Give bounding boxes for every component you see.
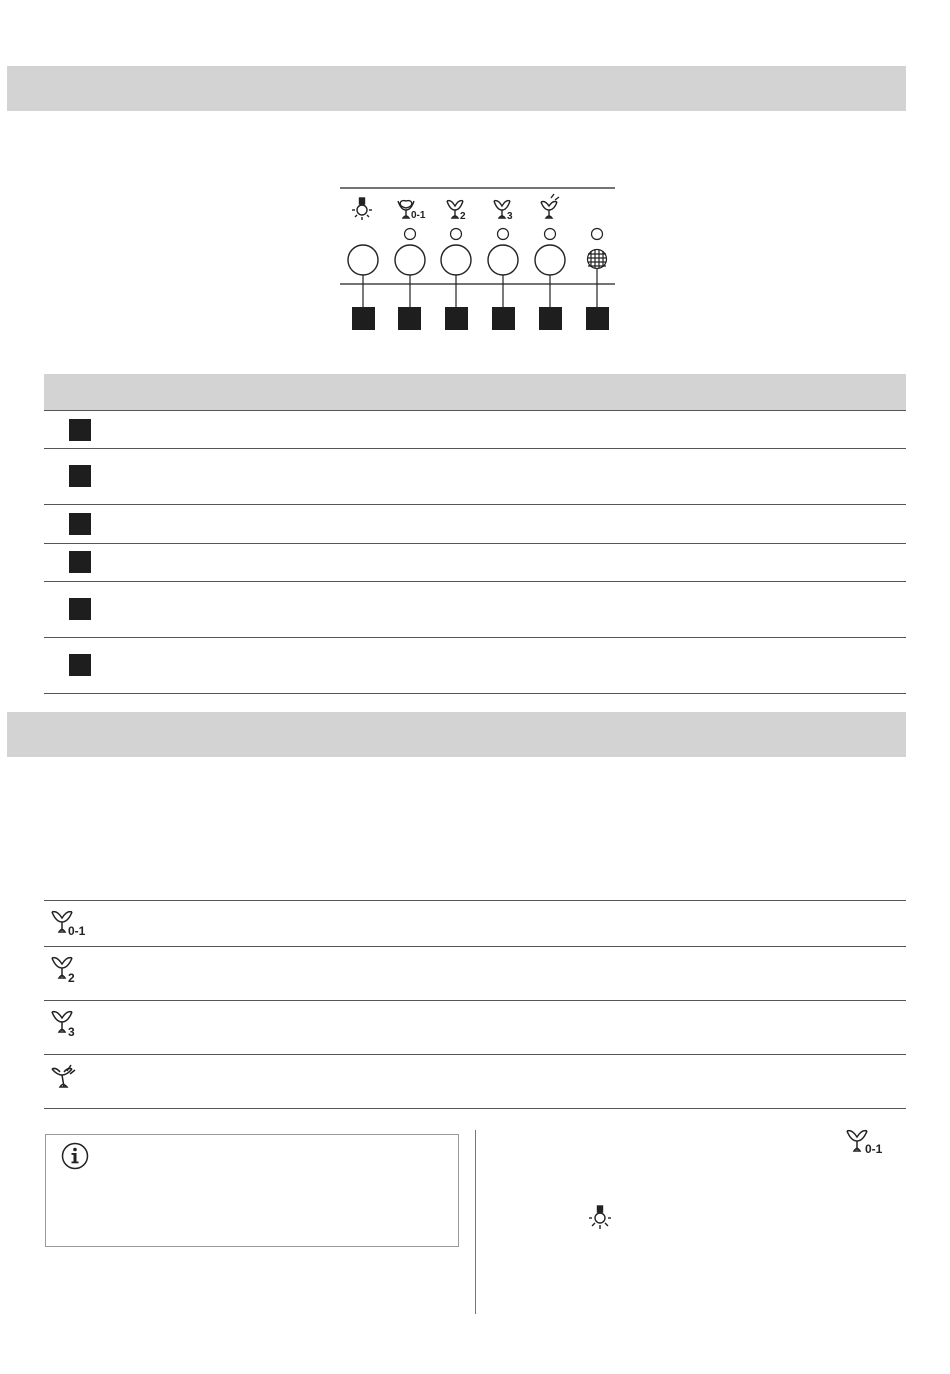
fan-speed-2-icon	[447, 201, 466, 222]
svg-text:0-1: 0-1	[865, 1142, 883, 1156]
fan-speed-2-icon	[50, 955, 100, 985]
fan-speed-3-button[interactable]	[488, 245, 518, 275]
svg-text:3: 3	[68, 1025, 75, 1039]
fan-speed-0-1-icon	[845, 1128, 895, 1158]
svg-text:3: 3	[507, 211, 513, 222]
led-indicator-4	[498, 229, 509, 240]
fan-speed-0-1-icon	[398, 201, 426, 221]
control-panel-svg	[330, 180, 625, 340]
control-panel-diagram	[330, 180, 625, 340]
svg-text:2: 2	[68, 971, 75, 985]
table-row	[44, 947, 906, 1001]
info-note-box	[45, 1134, 459, 1247]
fan-speed-0-1-button[interactable]	[395, 245, 425, 275]
callout-marker-3	[69, 513, 91, 535]
callout-marker-2	[69, 465, 91, 487]
table-row	[44, 1055, 906, 1109]
callout-3	[445, 307, 468, 330]
lamp-button[interactable]	[348, 245, 378, 275]
table-row	[44, 544, 906, 582]
fan-speed-0-1-icon	[50, 909, 100, 939]
callout-marker-5	[69, 598, 91, 620]
callout-table-header	[44, 374, 906, 411]
fan-speed-2-button[interactable]	[441, 245, 471, 275]
fan-speed-3-icon	[50, 1009, 100, 1039]
section-header-band-2	[7, 712, 906, 757]
fan-speed-3-icon	[494, 201, 513, 222]
led-indicator-2	[405, 229, 416, 240]
fan-boost-icon	[541, 194, 559, 218]
led-indicator-5	[545, 229, 556, 240]
callout-marker-6	[69, 654, 91, 676]
table-row	[44, 505, 906, 544]
filter-grid-icon	[588, 250, 607, 269]
svg-text:0-1: 0-1	[68, 924, 86, 938]
led-indicator-6	[592, 229, 603, 240]
table-row	[44, 901, 906, 947]
table-row	[44, 1001, 906, 1055]
fan-speed-table	[44, 900, 906, 1109]
lamp-icon	[352, 198, 372, 220]
lamp-icon	[585, 1205, 615, 1233]
section-header-band-1	[7, 66, 906, 111]
led-indicator-3	[451, 229, 462, 240]
table-row	[44, 582, 906, 638]
info-icon	[60, 1141, 90, 1171]
svg-text:0-1: 0-1	[411, 210, 426, 221]
callout-4	[492, 307, 515, 330]
column-divider	[475, 1130, 476, 1314]
callout-2	[398, 307, 421, 330]
callout-1	[352, 307, 375, 330]
callout-5	[539, 307, 562, 330]
fan-boost-icon	[50, 1063, 100, 1093]
callout-marker-4	[69, 551, 91, 573]
table-row	[44, 638, 906, 694]
svg-text:2: 2	[460, 211, 466, 222]
table-row	[44, 449, 906, 505]
callout-marker-1	[69, 419, 91, 441]
fan-boost-button[interactable]	[535, 245, 565, 275]
callout-table	[44, 374, 906, 694]
table-row	[44, 411, 906, 449]
callout-6	[586, 307, 609, 330]
